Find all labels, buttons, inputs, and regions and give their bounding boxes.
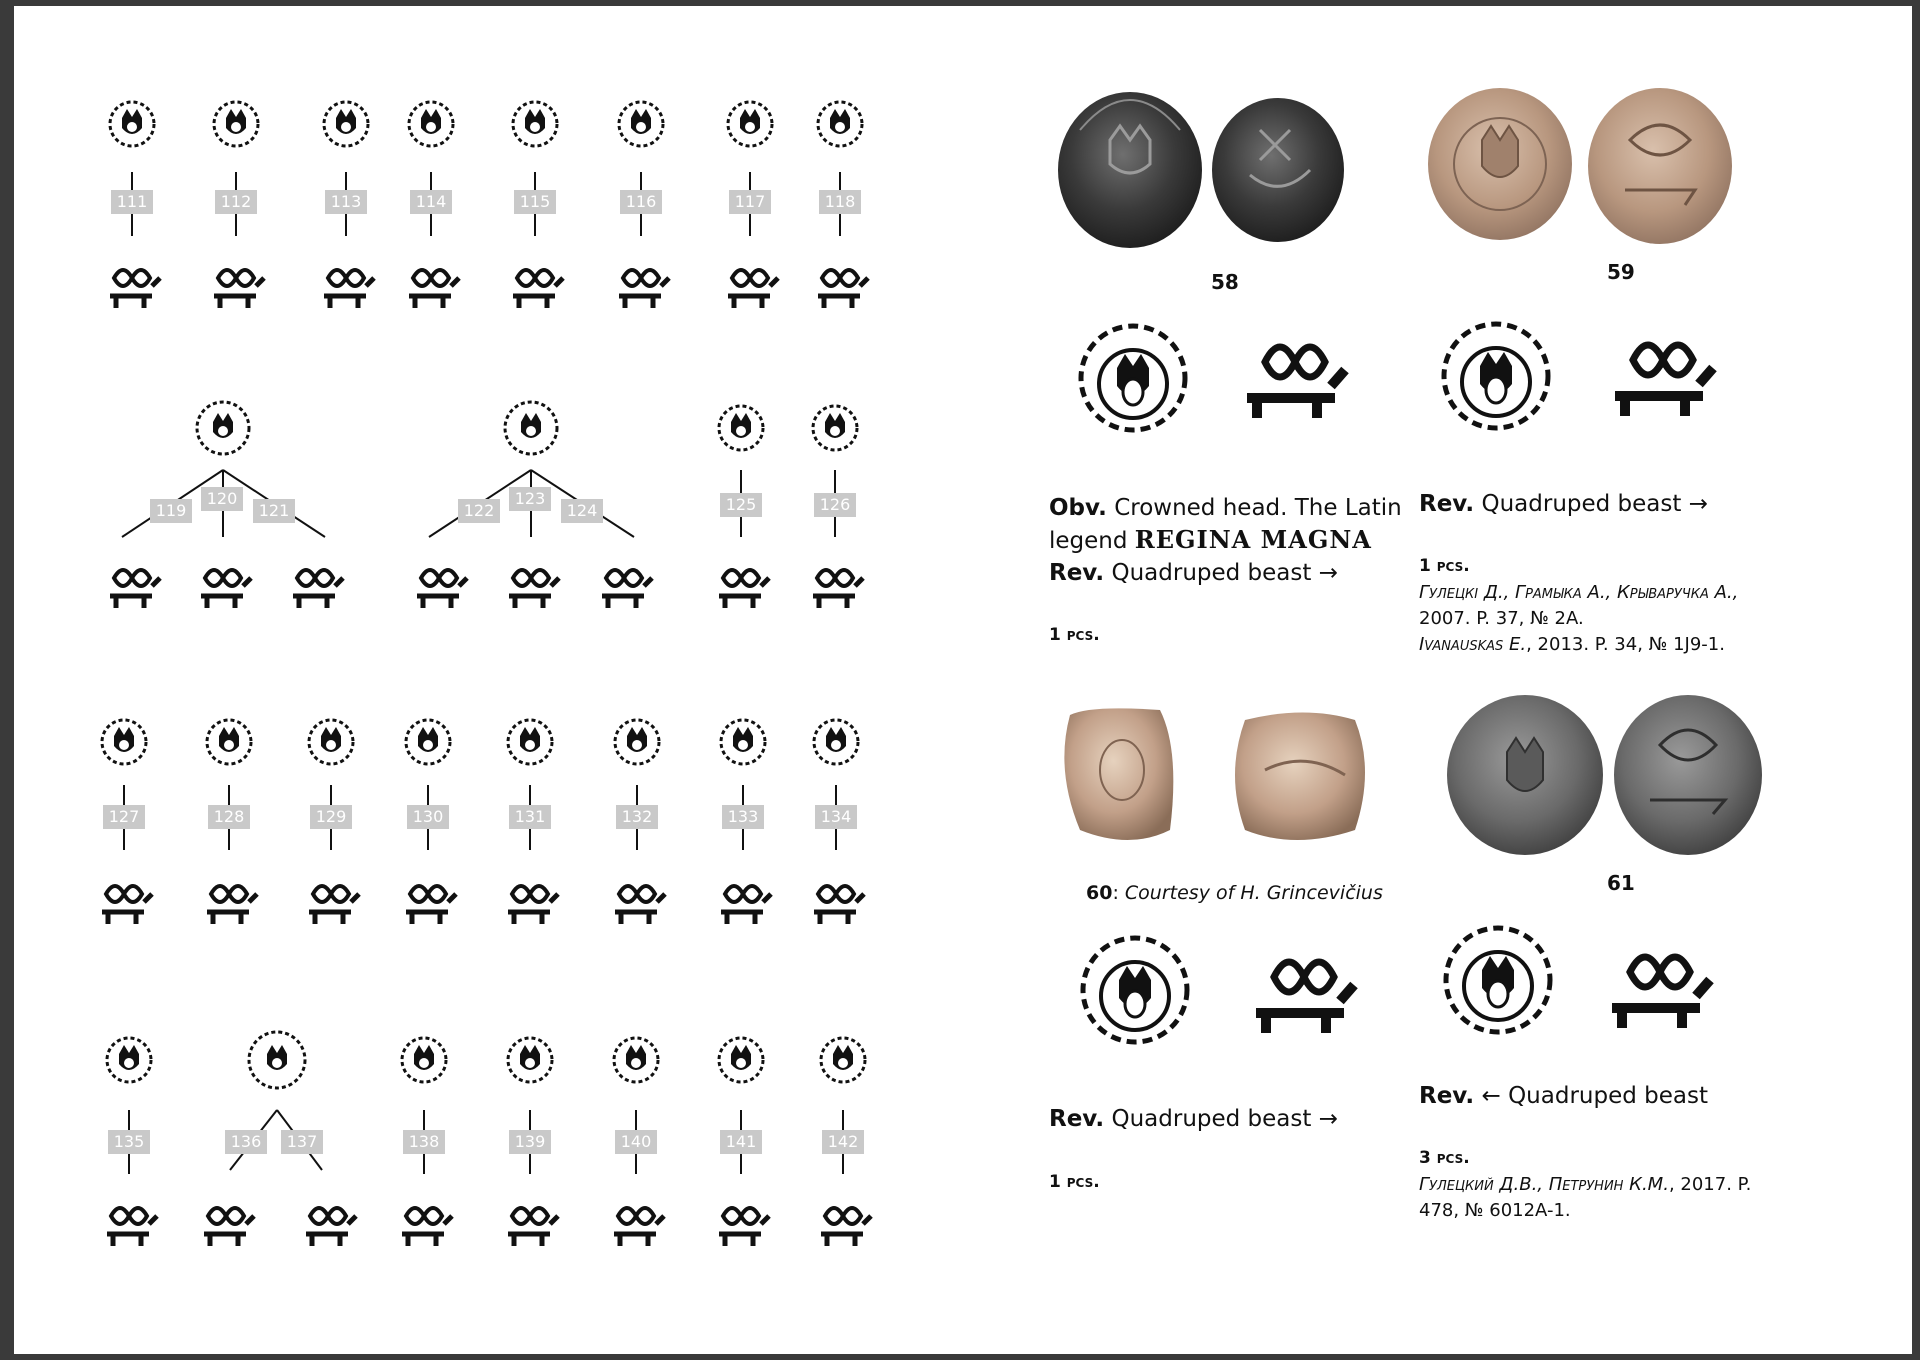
coin-61-obverse-drawing xyxy=(1446,928,1550,1032)
coin-59-number: 59 xyxy=(1607,260,1635,284)
pcs-59 xyxy=(1419,556,1470,576)
reverse-drawing xyxy=(821,1208,871,1246)
obverse-drawing xyxy=(508,1038,552,1082)
figure-label-123: 123 xyxy=(509,487,551,511)
references-59 xyxy=(1419,580,1839,658)
figure-label-116: 116 xyxy=(620,190,662,214)
coin-61-number: 61 xyxy=(1607,871,1635,895)
obverse-drawing xyxy=(721,720,765,764)
figure-label-125: 125 xyxy=(720,493,762,517)
coin-60-caption: 60: Courtesy of H. Grincevičius xyxy=(1086,882,1383,904)
reverse-drawing xyxy=(508,1208,558,1246)
obverse-drawing xyxy=(614,1038,658,1082)
reverse-drawing xyxy=(614,1208,664,1246)
pcs-unit: pcs. xyxy=(1066,1172,1100,1192)
rev-text: ← Quadruped beast xyxy=(1481,1083,1708,1109)
figure-label-120: 120 xyxy=(201,487,243,511)
figure-label-112: 112 xyxy=(215,190,257,214)
figure-label-139: 139 xyxy=(509,1130,551,1154)
obverse-drawing xyxy=(615,720,659,764)
coin-59-obverse-drawing xyxy=(1444,324,1548,428)
figure-label-141: 141 xyxy=(720,1130,762,1154)
pcs-count: 1 xyxy=(1419,556,1431,576)
figure-label-137: 137 xyxy=(281,1130,323,1154)
description-59 xyxy=(1419,488,1708,520)
reverse-drawing xyxy=(721,886,771,924)
figure-label-111: 111 xyxy=(111,190,153,214)
reverse-drawing xyxy=(719,1208,769,1246)
figure-label-136: 136 xyxy=(225,1130,267,1154)
references-61 xyxy=(1419,1172,1839,1224)
obverse-drawing xyxy=(719,406,763,450)
reverse-drawing xyxy=(728,270,778,308)
figure-label-117: 117 xyxy=(729,190,771,214)
figure-label-119: 119 xyxy=(150,499,192,523)
reference-details: , 2013. P. 34, № 1J9-1. xyxy=(1526,634,1725,655)
reverse-drawing xyxy=(417,570,467,608)
obverse-drawing xyxy=(406,720,450,764)
reference-details: , 2017. P. xyxy=(1668,1174,1752,1195)
pcs-unit: pcs. xyxy=(1436,556,1470,576)
reverse-drawing xyxy=(619,270,669,308)
reverse-drawing xyxy=(107,1208,157,1246)
obverse-drawing xyxy=(110,102,154,146)
figure-label-127: 127 xyxy=(103,805,145,829)
obverse-drawing xyxy=(508,720,552,764)
obverse-drawing xyxy=(197,402,249,454)
pcs-unit: pcs. xyxy=(1066,625,1100,645)
obverse-drawing xyxy=(505,402,557,454)
figure-label-129: 129 xyxy=(310,805,352,829)
obverse-drawing xyxy=(249,1032,305,1088)
reverse-drawing xyxy=(409,270,459,308)
figure-label-135: 135 xyxy=(108,1130,150,1154)
coin-59-obverse-photo xyxy=(1428,88,1572,240)
pcs-61 xyxy=(1419,1148,1470,1168)
figure-label-114: 114 xyxy=(410,190,452,214)
obverse-drawing xyxy=(814,720,858,764)
figure-label-113: 113 xyxy=(325,190,367,214)
catalog-page xyxy=(960,0,1920,1360)
reverse-drawing xyxy=(306,1208,356,1246)
obverse-drawing xyxy=(309,720,353,764)
obverse-drawing xyxy=(214,102,258,146)
figure-label-118: 118 xyxy=(819,190,861,214)
description-60 xyxy=(1049,1103,1338,1135)
obverse-drawing xyxy=(102,720,146,764)
reverse-drawing xyxy=(204,1208,254,1246)
figure-label-126: 126 xyxy=(814,493,856,517)
coin-60-reverse-photo xyxy=(1235,713,1365,841)
obverse-drawing xyxy=(821,1038,865,1082)
coin-58-number: 58 xyxy=(1211,270,1239,294)
pcs-58 xyxy=(1049,625,1100,645)
pcs-count: 3 xyxy=(1419,1148,1431,1168)
figure-label-124: 124 xyxy=(561,499,603,523)
coin-59-reverse-drawing xyxy=(1615,345,1713,416)
obverse-drawing xyxy=(409,102,453,146)
obverse-drawing xyxy=(107,1038,151,1082)
reverse-drawing xyxy=(110,270,160,308)
reverse-drawing xyxy=(615,886,665,924)
figure-label-133: 133 xyxy=(722,805,764,829)
rev-text: Quadruped beast → xyxy=(1481,491,1708,517)
coin-58-reverse-photo xyxy=(1212,98,1344,242)
figure-label-134: 134 xyxy=(815,805,857,829)
reverse-drawing xyxy=(813,570,863,608)
coin-58-reverse-drawing xyxy=(1247,347,1345,418)
pcs-count: 1 xyxy=(1049,1172,1061,1192)
obverse-drawing xyxy=(619,102,663,146)
rev-label: Rev. xyxy=(1419,1083,1475,1109)
obverse-drawing xyxy=(813,406,857,450)
rev-text: Quadruped beast → xyxy=(1111,1106,1338,1132)
reverse-drawing xyxy=(818,270,868,308)
pcs-count: 1 xyxy=(1049,625,1061,645)
reference-authors: Гулецкі Д., Грамыка А., Крываручка А., xyxy=(1419,582,1739,603)
coin-61-reverse-drawing xyxy=(1612,957,1710,1028)
description-58 xyxy=(1049,492,1419,589)
obverse-drawing xyxy=(728,102,772,146)
figure-label-128: 128 xyxy=(208,805,250,829)
coin-60-obverse-photo xyxy=(1064,708,1173,840)
pcs-unit: pcs. xyxy=(1436,1148,1470,1168)
obv-label: Obv. xyxy=(1049,495,1107,521)
reverse-drawing xyxy=(513,270,563,308)
reference-details: 478, № 6012A-1. xyxy=(1419,1200,1571,1221)
reverse-drawing xyxy=(102,886,152,924)
rev-label: Rev. xyxy=(1049,1106,1105,1132)
coin-60-obverse-drawing xyxy=(1083,938,1187,1042)
figure-label-142: 142 xyxy=(822,1130,864,1154)
figure-label-115: 115 xyxy=(514,190,556,214)
figure-label-121: 121 xyxy=(253,499,295,523)
rev-label: Rev. xyxy=(1049,560,1105,586)
reverse-drawing xyxy=(814,886,864,924)
obverse-drawing xyxy=(207,720,251,764)
figure-label-140: 140 xyxy=(615,1130,657,1154)
reverse-drawing xyxy=(324,270,374,308)
figure-label-122: 122 xyxy=(458,499,500,523)
reverse-drawing xyxy=(719,570,769,608)
obv-text-2: legend xyxy=(1049,528,1128,554)
rev-label: Rev. xyxy=(1419,491,1475,517)
obverse-drawing xyxy=(818,102,862,146)
coin-60-courtesy: Courtesy of H. Grincevičius xyxy=(1124,882,1383,904)
reverse-drawing xyxy=(309,886,359,924)
reverse-drawing xyxy=(207,886,257,924)
reverse-drawing xyxy=(602,570,652,608)
figure-label-132: 132 xyxy=(616,805,658,829)
latin-legend: REGINA MAGNA xyxy=(1134,525,1372,554)
rev-text: Quadruped beast → xyxy=(1111,560,1338,586)
obverse-drawing xyxy=(513,102,557,146)
reverse-drawing xyxy=(508,886,558,924)
reverse-drawing xyxy=(293,570,343,608)
reverse-drawing xyxy=(406,886,456,924)
description-61 xyxy=(1419,1080,1708,1112)
obverse-drawing xyxy=(719,1038,763,1082)
reverse-drawing xyxy=(214,270,264,308)
reverse-drawing xyxy=(110,570,160,608)
figure-label-131: 131 xyxy=(509,805,551,829)
reverse-drawing xyxy=(509,570,559,608)
reverse-drawing xyxy=(402,1208,452,1246)
coin-61-reverse-photo xyxy=(1614,695,1762,855)
reference-details: 2007. P. 37, № 2A. xyxy=(1419,608,1584,629)
coin-60-reverse-drawing xyxy=(1256,962,1354,1033)
figure-label-138: 138 xyxy=(403,1130,445,1154)
pcs-60 xyxy=(1049,1172,1100,1192)
reference-authors: Гулецкий Д.В., Петрунин К.М. xyxy=(1419,1174,1669,1195)
coin-58-obverse-drawing xyxy=(1081,326,1185,430)
reference-authors: Ivanauskas E. xyxy=(1419,634,1527,655)
reverse-drawing xyxy=(201,570,251,608)
obverse-drawing xyxy=(402,1038,446,1082)
coin-59-reverse-photo xyxy=(1588,88,1732,244)
coin-58-obverse-photo xyxy=(1058,92,1202,248)
coin-61-obverse-photo xyxy=(1447,695,1603,855)
obverse-drawing xyxy=(324,102,368,146)
figure-label-130: 130 xyxy=(407,805,449,829)
obv-text-1: Crowned head. The Latin xyxy=(1114,495,1402,521)
coin-60-number: 60 xyxy=(1086,882,1113,904)
